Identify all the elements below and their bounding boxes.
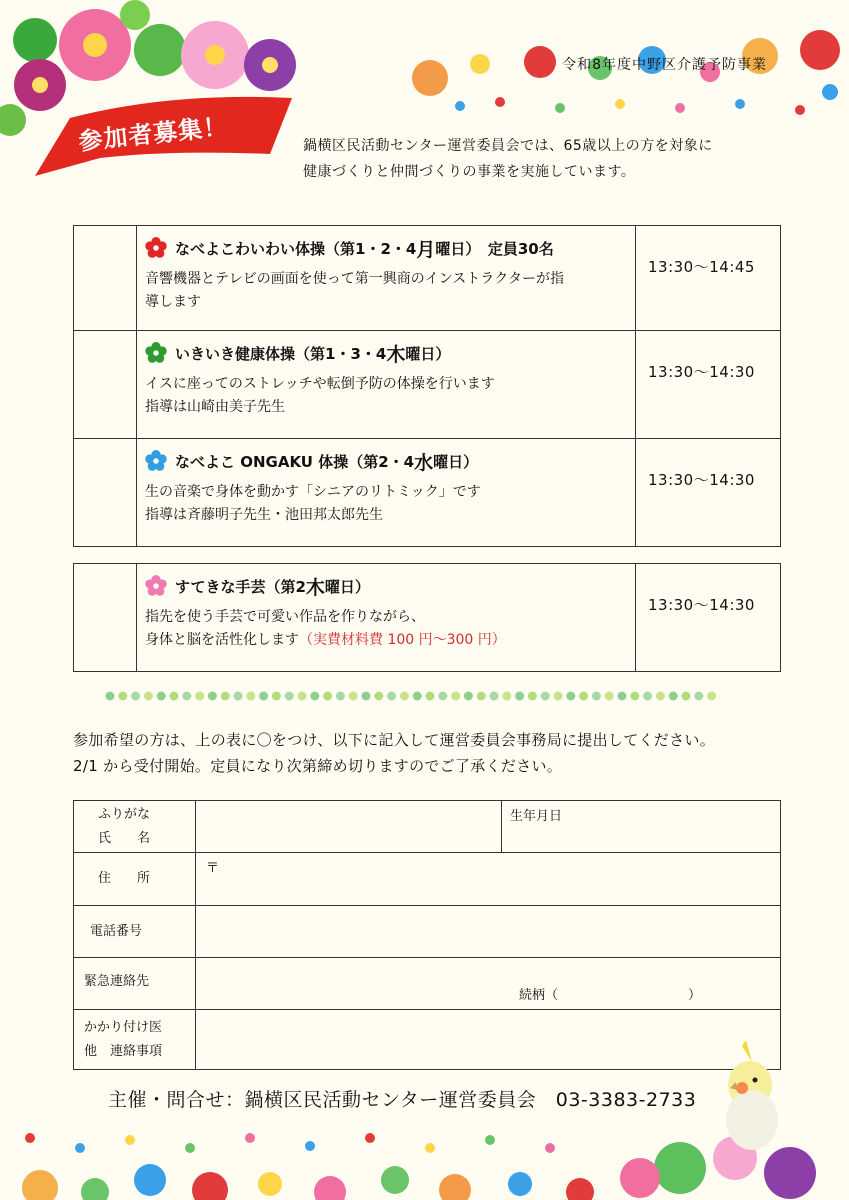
checkbox-cell[interactable] (74, 226, 137, 331)
divider-dot (669, 692, 678, 701)
program-row (74, 439, 781, 547)
divider-dot (643, 692, 652, 701)
divider-dot (477, 692, 486, 701)
dotted-divider (104, 690, 724, 702)
divider-dot (618, 692, 627, 701)
divider-dot (374, 692, 383, 701)
program-desc-1: 生の音楽で身体を動かす「シニアのリトミック」です (145, 484, 481, 500)
program-title: なべよこ ONGAKU 体操（第2・4 (175, 452, 415, 471)
program-desc-1: 指先を使う手芸で可愛い作品を作りながら、 (145, 609, 425, 625)
name-field-label: 氏 名 (98, 830, 151, 846)
divider-dot (426, 692, 435, 701)
program-title: いきいき健康体操（第1・3・4 (175, 344, 387, 363)
divider-dot (554, 692, 563, 701)
divider-dot (566, 692, 575, 701)
divider-dot (131, 692, 140, 701)
divider-dot (579, 692, 588, 701)
divider-dot (285, 692, 294, 701)
divider-dot (170, 692, 179, 701)
notice-line-2: 2/1 から受付開始。定員になり次第締め切りますのでご了承ください。 (73, 757, 563, 775)
divider-dot (221, 692, 230, 701)
cockatiel-bird-illustration (712, 1040, 792, 1150)
divider-dot (106, 692, 115, 701)
divider-dot (362, 692, 371, 701)
birthday-label: 生年月日 (510, 809, 563, 824)
notice-line-1: 参加希望の方は、上の表に〇をつけ、以下に記入して運営委員会事務局に提出してください。 (73, 731, 716, 749)
divider-dot (387, 692, 396, 701)
other-label: 他 連絡事項 (84, 1043, 163, 1059)
program-day: 水 (414, 451, 434, 474)
divider-dot (182, 692, 191, 701)
program-title-rest: 曜日） (405, 344, 451, 363)
red-flower-icon (145, 237, 167, 259)
program-title: なべよこわいわい体操（第1・2・4 (175, 239, 417, 258)
program-desc-2: 指導は山崎由美子先生 (145, 399, 285, 415)
divider-dot (707, 692, 716, 701)
divider-dot (323, 692, 332, 701)
intro-line-1: 鍋横区民活動センター運営委員会では、65歳以上の方を対象に (303, 138, 713, 154)
program-table (73, 225, 781, 547)
divider-dot (592, 692, 601, 701)
program-desc-2: 身体と脳を活性化します (145, 632, 299, 648)
divider-dot (310, 692, 319, 701)
emergency-label: 緊急連絡先 (84, 974, 150, 989)
furigana-label: ふりがな (98, 806, 151, 822)
divider-dot (438, 692, 447, 701)
divider-dot (605, 692, 614, 701)
banner-title: 参加者募集！ (77, 112, 230, 156)
divider-dot (490, 692, 499, 701)
birthday-field[interactable] (502, 801, 781, 853)
divider-dot (272, 692, 281, 701)
craft-table (73, 563, 781, 672)
application-form (73, 800, 781, 1070)
program-title-rest: 曜日） (324, 577, 370, 596)
pink-flower-icon (145, 575, 167, 597)
divider-dot (451, 692, 460, 701)
program-desc-2: 指導は斉藤明子先生・池田邦太郎先生 (145, 507, 383, 523)
divider-dot (515, 692, 524, 701)
divider-dot (259, 692, 268, 701)
divider-dot (694, 692, 703, 701)
divider-dot (336, 692, 345, 701)
program-desc-1: 音響機器とテレビの画面を使って第一興商のインストラクターが指 (145, 271, 565, 287)
program-day: 木 (386, 343, 406, 366)
program-day: 木 (305, 576, 325, 599)
program-info (137, 564, 636, 672)
program-title: すてきな手芸（第2 (175, 577, 306, 596)
program-title-rest: 曜日） 定員30名 (435, 239, 554, 258)
program-row (74, 331, 781, 439)
program-info (137, 226, 636, 331)
doctor-label: かかり付け医 (84, 1019, 163, 1035)
divider-dot (502, 692, 511, 701)
divider-dot (413, 692, 422, 701)
name-label (74, 801, 196, 853)
doctor-field[interactable] (196, 1010, 781, 1070)
divider-dot (157, 692, 166, 701)
divider-dot (400, 692, 409, 701)
divider-dot (208, 692, 217, 701)
program-title-rest: 曜日） (433, 452, 479, 471)
program-desc-1: イスに座ってのストレッチや転倒予防の体操を行います (145, 376, 495, 392)
intro-line-2: 健康づくりと仲間づくりの事業を実施しています。 (303, 164, 636, 180)
emergency-field[interactable] (196, 958, 781, 1010)
address-field[interactable] (196, 853, 781, 906)
phone-field[interactable] (196, 906, 781, 958)
divider-dot (630, 692, 639, 701)
postal-mark: 〒 (206, 861, 220, 876)
program-time: 13:30〜14:30 (636, 439, 781, 547)
phone-label: 電話番号 (90, 923, 143, 939)
divider-dot (246, 692, 255, 701)
program-desc-2: 導します (145, 294, 201, 310)
divider-dot (528, 692, 537, 701)
program-row (74, 564, 781, 672)
relation-label: 続柄（ ） (519, 988, 702, 1003)
page-subtitle: 令和8年度中野区介護予防事業 (562, 57, 767, 73)
checkbox-cell[interactable] (74, 439, 137, 547)
program-info (137, 439, 636, 547)
notice-text (73, 727, 715, 779)
program-time: 13:30〜14:30 (636, 564, 781, 672)
divider-dot (234, 692, 243, 701)
checkbox-cell[interactable] (74, 331, 137, 439)
program-row (74, 226, 781, 331)
divider-dot (541, 692, 550, 701)
divider-dot (195, 692, 204, 701)
contact-footer: 主催・問合せ：鍋横区民活動センター運営委員会 03-3383-2733 (108, 1089, 697, 1111)
blue-flower-icon (145, 450, 167, 472)
program-info (137, 331, 636, 439)
green-flower-icon (145, 342, 167, 364)
checkbox-cell[interactable] (74, 564, 137, 672)
divider-dot (118, 692, 127, 701)
address-label: 住 所 (98, 871, 151, 886)
divider-dot (349, 692, 358, 701)
program-day: 月 (416, 238, 436, 261)
material-fee: （実費材料費 100 円〜300 円） (299, 632, 506, 648)
name-field[interactable] (196, 801, 502, 853)
intro-text (303, 133, 713, 185)
divider-dot (682, 692, 691, 701)
divider-dot (656, 692, 665, 701)
program-time: 13:30〜14:45 (636, 226, 781, 331)
divider-dot (298, 692, 307, 701)
program-time: 13:30〜14:30 (636, 331, 781, 439)
divider-dot (144, 692, 153, 701)
divider-dot (464, 692, 473, 701)
